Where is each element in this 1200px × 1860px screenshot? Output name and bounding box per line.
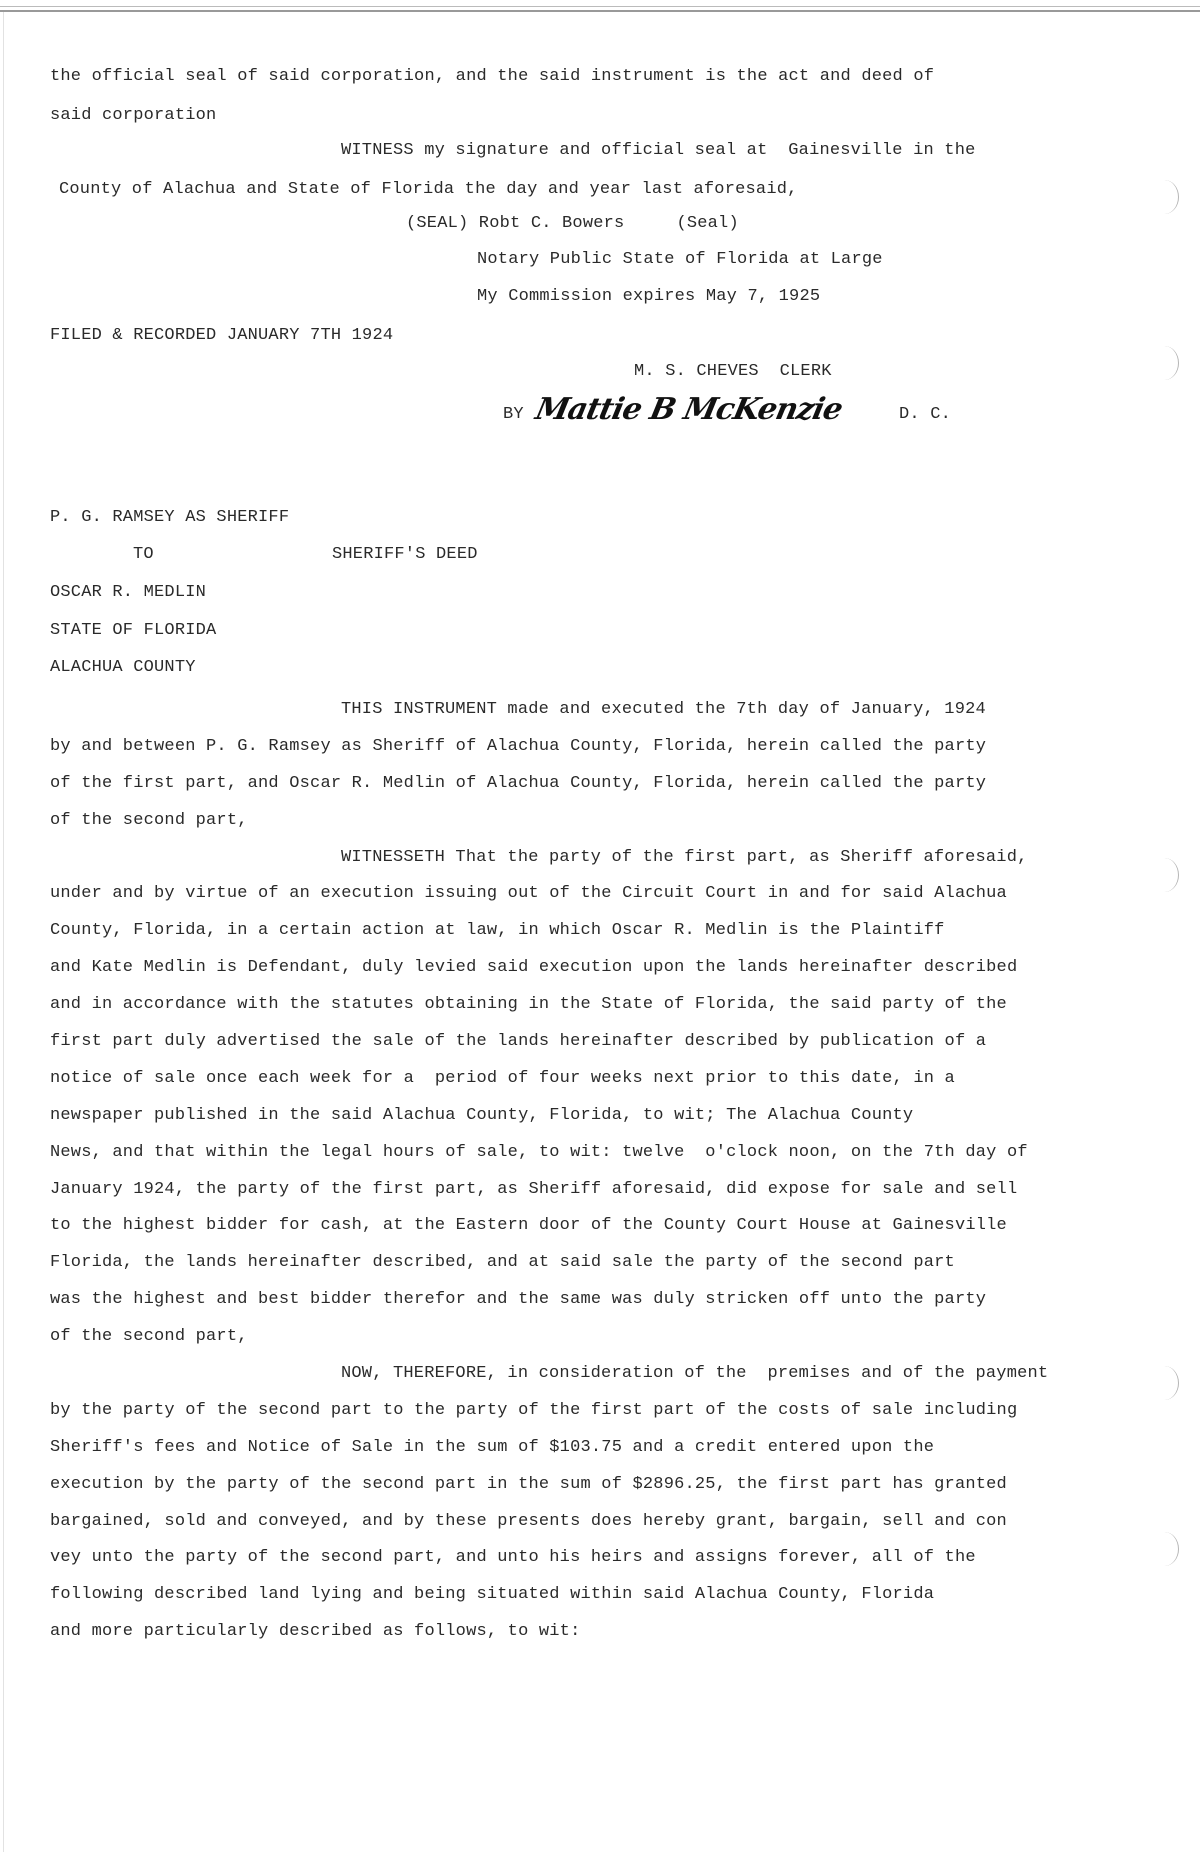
deputy-clerk-signature: Mattie B McKenzie — [532, 392, 846, 427]
deed-body-line: of the second part, — [50, 1327, 248, 1347]
deed-body-line: first part duly advertised the sale of the lands hereinafter described by publication of a — [50, 1032, 987, 1052]
grantor-heading: P. G. RAMSEY AS SHERIFF — [50, 508, 290, 527]
punch-hole-mark — [1150, 1532, 1179, 1566]
deed-body-line: of the second part, — [50, 810, 248, 830]
county-line: County of Alachua and State of Florida the day and year last aforesaid, — [59, 180, 798, 199]
punch-hole-mark — [1150, 180, 1179, 214]
deed-body-line: Sheriff's fees and Notice of Sale in the sum of $103.75 and a credit entered upon the — [50, 1437, 935, 1457]
notary-title: Notary Public State of Florida at Large — [477, 250, 883, 269]
deed-body-line: and more particularly described as follows, to wit: — [50, 1622, 581, 1642]
deed-body-line: by and between P. G. Ramsey as Sheriff of Alachua County, Florida, herein called the party — [50, 736, 987, 756]
deed-body-line: and in accordance with the statutes obtaining in the State of Florida, the said party of the — [50, 995, 1007, 1015]
notary-text-line: said corporation — [50, 106, 217, 125]
clerk-name: M. S. CHEVES CLERK — [634, 362, 832, 381]
filed-recorded-stamp: FILED & RECORDED JANUARY 7TH 1924 — [50, 326, 394, 345]
deed-body-line: News, and that within the legal hours of sale, to wit: twelve o'clock noon, on the 7th day of — [50, 1142, 1028, 1162]
punch-hole-mark — [1150, 346, 1179, 380]
to-heading: TO — [133, 545, 154, 564]
deed-body-line: execution by the party of the second part in the sum of $2896.25, the first part has granted — [50, 1474, 1007, 1494]
witness-line: WITNESS my signature and official seal at Gainesville in the — [341, 141, 976, 160]
deed-body-line: to the highest bidder for cash, at the Eastern door of the County Court House at Gainesville — [50, 1216, 1007, 1236]
by-label: BY — [503, 405, 524, 424]
deed-title: SHERIFF'S DEED — [332, 545, 478, 564]
deed-body-line: WITNESSETH That the party of the first part, as Sheriff aforesaid, — [341, 847, 1028, 867]
county-heading: ALACHUA COUNTY — [50, 658, 196, 677]
deed-body-line: January 1924, the party of the first part, as Sheriff aforesaid, did expose for sale and sell — [50, 1179, 1018, 1199]
seal-signature-line: (SEAL) Robt C. Bowers (Seal) — [406, 214, 739, 233]
grantee-heading: OSCAR R. MEDLIN — [50, 583, 207, 602]
deed-body-line: by the party of the second part to the party of the first part of the costs of sale including — [50, 1400, 1018, 1420]
deed-body-line: under and by virtue of an execution issuing out of the Circuit Court in and for said Alachua — [50, 884, 1007, 904]
deed-body-line: vey unto the party of the second part, and unto his heirs and assigns forever, all of the — [50, 1548, 976, 1568]
deed-body-line: notice of sale once each week for a period of four weeks next prior to this date, in a — [50, 1068, 955, 1088]
punch-hole-mark — [1150, 1366, 1179, 1400]
deed-body-line: bargained, sold and conveyed, and by these presents does hereby grant, bargain, sell and con — [50, 1511, 1007, 1531]
state-heading: STATE OF FLORIDA — [50, 621, 217, 640]
deed-body-line: and Kate Medlin is Defendant, duly levied said execution upon the lands hereinafter described — [50, 958, 1018, 978]
punch-hole-mark — [1150, 858, 1179, 892]
deed-body-line: newspaper published in the said Alachua County, Florida, to wit; The Alachua County — [50, 1105, 914, 1125]
page-top-border — [0, 6, 1200, 12]
deed-body-line: Florida, the lands hereinafter described, and at said sale the party of the second part — [50, 1253, 955, 1273]
deed-body — [50, 692, 1048, 1651]
deed-body-line: was the highest and best bidder therefor and the same was duly stricken off unto the party — [50, 1290, 987, 1310]
commission-expiry: My Commission expires May 7, 1925 — [477, 287, 821, 306]
deputy-clerk-label: D. C. — [899, 405, 952, 424]
deed-body-line: NOW, THEREFORE, in consideration of the premises and of the payment — [341, 1364, 1049, 1384]
notary-text-line: the official seal of said corporation, and the said instrument is the act and deed of — [50, 67, 935, 86]
page-left-edge — [3, 12, 4, 1852]
deed-body-line: THIS INSTRUMENT made and executed the 7th day of January, 1924 — [341, 700, 986, 719]
deed-body-line: following described land lying and being situated within said Alachua County, Florida — [50, 1585, 935, 1605]
deed-body-line: County, Florida, in a certain action at law, in which Oscar R. Medlin is the Plaintiff — [50, 921, 945, 941]
deed-body-line: of the first part, and Oscar R. Medlin of Alachua County, Florida, herein called the party — [50, 773, 987, 793]
